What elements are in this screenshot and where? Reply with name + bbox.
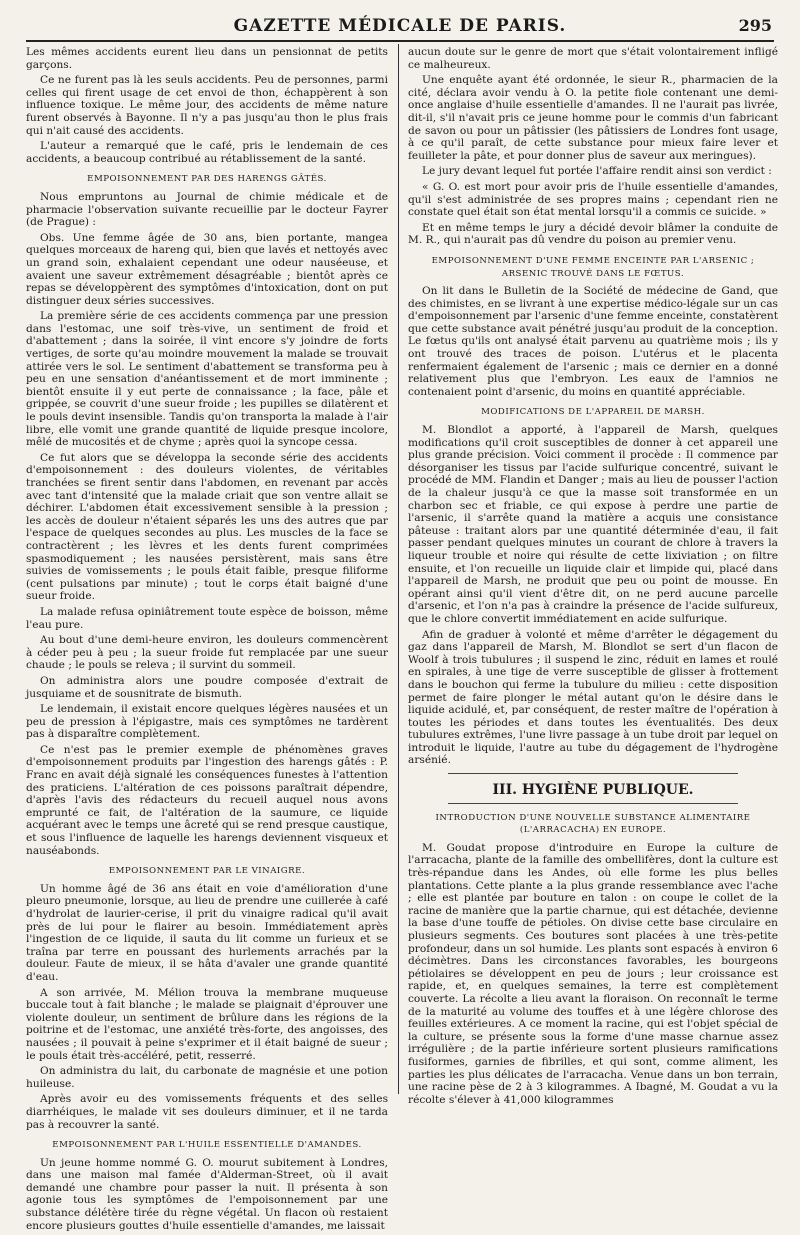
- section-heading: EMPOISONNEMENT PAR DES HARENGS GÂTÉS.: [87, 174, 327, 185]
- section-heading: EMPOISONNEMENT D'UNE FEMME ENCEINTE PAR L'ARSENIC ; ARSENIC TROUVÉ DANS LE FŒTUS.: [431, 255, 755, 279]
- paragraph: L'auteur a remarqué que le café, pris le lendemain de ces accidents, a beaucoup contribué au rétablissement de la santé.: [26, 140, 388, 165]
- paragraph: Après avoir eu des vomissements fréquents et des selles diarrhéiques, le malade vit ses douleurs diminuer, et il ne tarda pas à recouvrer la santé.: [26, 1093, 388, 1131]
- paragraph: « G. O. est mort pour avoir pris de l'huile essentielle d'amandes, qu'il s'est administrée de ses propres mains ; cependant rien ne constate quel était son état mental lorsqu'il a commis ce suicide. »: [408, 180, 778, 219]
- section-separator: [448, 773, 738, 774]
- paragraph: Ce fut alors que se développa la seconde série des accidents d'empoisonnement : des douleurs violentes, de véritables tranchées se firent sentir dans l'abdomen, en revenant par accès avec tant d'intensité que la malade criait que son ventre allait se déchirer. L'abdomen était excessivement sensible à la pression ; les accès de douleur n'étaient séparés les uns des autres que par l'espace de quelques secondes au plus. Les muscles de la face se contractèrent ; les lèvres et les dents furent comprimées spasmodiquement ; les nausées persistèrent, mais sans être suivies de vomissements ; le pouls était faible, presque filiforme (cent pulsations par minute) ; tout le corps était baigné d'une sueur froide.: [26, 451, 388, 603]
- paragraph: Ce n'est pas le premier exemple de phénomènes graves d'empoisonnement produits par l'ingestion des harengs gâtés : P. Franc en avait déjà signalé les conséquences funestes à l'attention des praticiens. L'altération de ces poissons paraîtrait dépendre, d'après l'avis des rédacteurs du recueil auquel nous avons emprunté ce fait, de l'altération de la saumure, ce liquide acquérant avec le temps une âcreté qui se rend presque caustique, et sous l'influence de laquelle les harengs deviennent visqueux et nauséabonds.: [26, 743, 388, 857]
- paragraph: La malade refusa opiniâtrement toute espèce de boisson, même l'eau pure.: [26, 605, 388, 631]
- paragraph: Nous empruntons au Journal de chimie médicale et de pharmacie l'observation suivante recueillie par le docteur Fayrer (de Prague) :: [26, 190, 388, 229]
- paragraph: On administra du lait, du carbonate de magnésie et une potion huileuse.: [26, 1065, 388, 1090]
- paragraph: Ce ne furent pas là les seuls accidents. Peu de personnes, parmi celles qui firent usage de cet envoi de thon, échappèrent à son influence toxique. Le même jour, des accidents de même nature furent observés à Bayonne. Il n'y a pas jusqu'au thon le plus frais qui n'ait causé des accidents.: [26, 74, 388, 137]
- left-column: [26, 46, 388, 1235]
- paragraph: Les mêmes accidents eurent lieu dans un pensionnat de petits garçons.: [26, 46, 388, 71]
- part-heading: III. HYGIÈNE PUBLIQUE.: [492, 782, 694, 799]
- paragraph: M. Goudat propose d'introduire en Europe la culture de l'arracacha, plante de la famille des ombellifères, dont la culture est très-répandue dans les Andes, où elle forme les plus belles plantations. Cette plante a la plus grande ressemblance avec l'ache ; elle est plantée par bouture en talon : on coupe le collet de la racine de manière que la partie charnue, qui est détachée, devienne la base d'une touffe de pétioles. On divise cette base circulaire en plusieurs segments. Ces boutures sont placées à une très-petite profondeur, dans un sol humide. Les plants sont espacés à environ 6 décimètres. Dans les circonstances favorables, les bourgeons pétiolaires se développent en peu de jours ; leur croissance est rapide, et, en quelques semaines, la terre est complètement couverte. La récolte a lieu avant la floraison. On reconnaît le terme de la maturité au volume des touffes et à une légère chlorose des feuilles extérieures. A ce moment la racine, qui est l'objet spécial de la culture, se présente sous la forme d'une masse charnue assez irrégulière ; de la partie inférieure sortent plusieurs ramifications fusiformes, garnies de fibrilles, et qui sont, comme aliment, les parties les plus délicates de l'arracacha. Venue dans un bon terrain, une racine pèse de 2 à 3 kilogrammes. A Ibagné, M. Goudat a vu la récolte s'élever à 41,000 kilogrammes: [408, 841, 778, 1106]
- paragraph: A son arrivée, M. Mélion trouva la membrane muqueuse buccale tout à fait blanche ; le malade se plaignait d'éprouver une violente douleur, un sentiment de brûlure dans les régions de la poitrine et de l'estomac, une anxiété très-forte, des angoisses, des nausées ; il pouvait à peine s'exprimer et il était baigné de sueur ; le pouls était très-accéléré, petit, resserré.: [26, 986, 388, 1062]
- paragraph: Afin de graduer à volonté et même d'arrêter le dégagement du gaz dans l'appareil de Marsh, M. Blondlot se sert d'un flacon de Woolf à trois tubulures ; il suspend le zinc, réduit en lames et roulé en spirales, à une tige de verre susceptible de glisser à frottement dans le bouchon qui ferme la tubulure du milieu : cette disposition permet de faire plonger le métal autant qu'on le désire dans le liquide acidulé, et, par conséquent, de rester maître de l'opération à toutes les périodes et dans toutes les éventualités. Des deux tubulures extrêmes, l'une livre passage à un tube droit par lequel on introduit le liquide, l'autre au tube du dégagement de l'hydrogène arsénié.: [408, 628, 778, 767]
- section-heading: INTRODUCTION D'UNE NOUVELLE SUBSTANCE ALIMENTAIRE (L'ARRACACHA) EN EUROPE.: [435, 812, 751, 836]
- paragraph: Un jeune homme nommé G. O. mourut subitement à Londres, dans une maison mal famée d'Alderman-Street, où il avait demandé une chambre pour passer la nuit. Il présenta à son agonie tous les symptômes de l'empoisonnement par une substance délétère tirée du règne végétal. Un flacon où restaient encore plusieurs gouttes d'huile essentielle d'amandes, me laissait: [26, 1156, 388, 1232]
- paragraph: Obs. Une femme âgée de 30 ans, bien portante, mangea quelques morceaux de hareng qui, bien que lavés et nettoyés avec un grand soin, exhalaient cependant une odeur nauséeuse, et avaient une saveur extrêmement désagréable ; bientôt après ce repas se développèrent des symptômes d'intoxication, dont on put distinguer deux séries successives.: [26, 231, 388, 307]
- right-column: [408, 46, 778, 1109]
- paragraph: Une enquête ayant été ordonnée, le sieur R., pharmacien de la cité, déclara avoir vendu à O. la petite fiole contenant une demi-once anglaise d'huile essentielle d'amandes. Il ne l'aurait pas livrée, dit-il, s'il n'avait pris ce jeune homme pour le commis d'un fabricant de savon ou pour un pâtissier (les pâtissiers de Londres font usage, à ce qu'il paraît, de cette substance pour mieux faire lever et feuilleter la pâte, et pour donner plus de saveur aux meringues).: [408, 74, 778, 162]
- paragraph: Et en même temps le jury a décidé devoir blâmer la conduite de M. R., qui n'aurait pas dû vendre du poison au premier venu.: [408, 221, 778, 247]
- section-heading: MODIFICATIONS DE L'APPAREIL DE MARSH.: [481, 407, 705, 418]
- section-separator: [448, 803, 738, 804]
- paragraph: Un homme âgé de 36 ans était en voie d'amélioration d'une pleuro pneumonie, lorsque, au lieu de prendre une cuillerée à café d'hydrolat de laurier-cerise, il prit du vinaigre radical qu'il avait près de lui pour le flairer au besoin. Immédiatement après l'ingestion de ce liquide, il sauta du lit comme un furieux et se traîna par terre en poussant des hurlements arrachés par la douleur. Faute de mieux, il se hâta d'avaler une grande quantité d'eau.: [26, 882, 388, 983]
- paragraph: On administra alors une poudre composée d'extrait de jusquiame et de sousnitrate de bismuth.: [26, 674, 388, 700]
- journal-title: GAZETTE MÉDICALE DE PARIS.: [233, 16, 567, 36]
- page-header: [26, 14, 774, 42]
- paragraph: Au bout d'une demi-heure environ, les douleurs commencèrent à céder peu à peu ; la sueur froide fut remplacée par une sueur chaude ; le pouls se releva ; il survint du sommeil.: [26, 634, 388, 672]
- paragraph: Le jury devant lequel fut portée l'affaire rendit ainsi son verdict :: [422, 165, 772, 178]
- paragraph: M. Blondlot a apporté, à l'appareil de Marsh, quelques modifications qu'il croit susceptibles de donner à cet appareil une plus grande précision. Voici comment il procède : Il commence par désorganiser les tissus par l'acide sulfurique concentré, suivant le procédé de MM. Flandin et Danger ; mais au lieu de pousser l'action de la chaleur jusqu'à ce que la masse soit transformée en un charbon sec et friable, ce qui expose à perdre une partie de l'arsenic, il s'arrête quand la matière a acquis une consistance pâteuse : traitant alors par une quantité déterminée d'eau, il fait passer pendant quelques minutes un courant de chlore à travers la liqueur trouble et noire qui résulte de cette lixiviation ; on filtre ensuite, et l'on recueille un liquide clair et limpide qui, placé dans l'appareil de Marsh, ne produit que peu ou point de mousse. En opérant ainsi qu'il vient d'être dit, on ne perd aucune parcelle d'arsenic, et l'on n'a pas à craindre la présence de l'acide sulfureux, que le chlore convertit immédiatement en acide sulfurique.: [408, 424, 778, 625]
- column-divider: [398, 44, 399, 1094]
- section-heading: EMPOISONNEMENT PAR L'HUILE ESSENTIELLE D'AMANDES.: [52, 1140, 362, 1151]
- paragraph: Le lendemain, il existait encore quelques légères nausées et un peu de pression à l'épigastre, mais ces symptômes ne tardèrent pas à disparaître complètement.: [26, 703, 388, 741]
- paragraph: La première série de ces accidents commença par une pression dans l'estomac, une soif très-vive, un sentiment de froid et d'abattement ; dans la soirée, il vint encore s'y joindre de forts vertiges, de sorte qu'au moindre mouvement la malade se trouvait attirée vers le sol. Le sentiment d'abattement se transforma peu à peu en une sensation d'anéantissement et de mort imminente ; bientôt ensuite il y eut perte de connaissance ; la face, pâle et grippée, se couvrit d'une sueur froide ; les pupilles se dilatèrent et le pouls devint insensible. Tandis qu'on transporta la malade à l'air libre, elle vomit une grande quantité de liquide presque incolore, mêlé de mucosités et de chyme ; après quoi la syncope cessa.: [26, 310, 388, 449]
- paragraph: aucun doute sur le genre de mort que s'était volontairement infligé ce malheureux.: [408, 46, 778, 71]
- section-heading: EMPOISONNEMENT PAR LE VINAIGRE.: [108, 866, 306, 877]
- paragraph: On lit dans le Bulletin de la Société de médecine de Gand, que des chimistes, en se livrant à une expertise médico-légale sur un cas d'empoisonnement par l'arsenic d'une femme enceinte, constatèrent que cette substance avait pénétré jusqu'au produit de la conception. Le fœtus qu'ils ont analysé était parvenu au quatrième mois ; ils y ont trouvé des traces de poison. L'utérus et le placenta renfermaient également de l'arsenic ; mais ce dernier en a donné relativement plus que l'embryon. Les eaux de l'amnios ne contenaient point d'arsenic, du moins en quantité appréciable.: [408, 285, 778, 398]
- page-number: 295: [738, 16, 772, 35]
